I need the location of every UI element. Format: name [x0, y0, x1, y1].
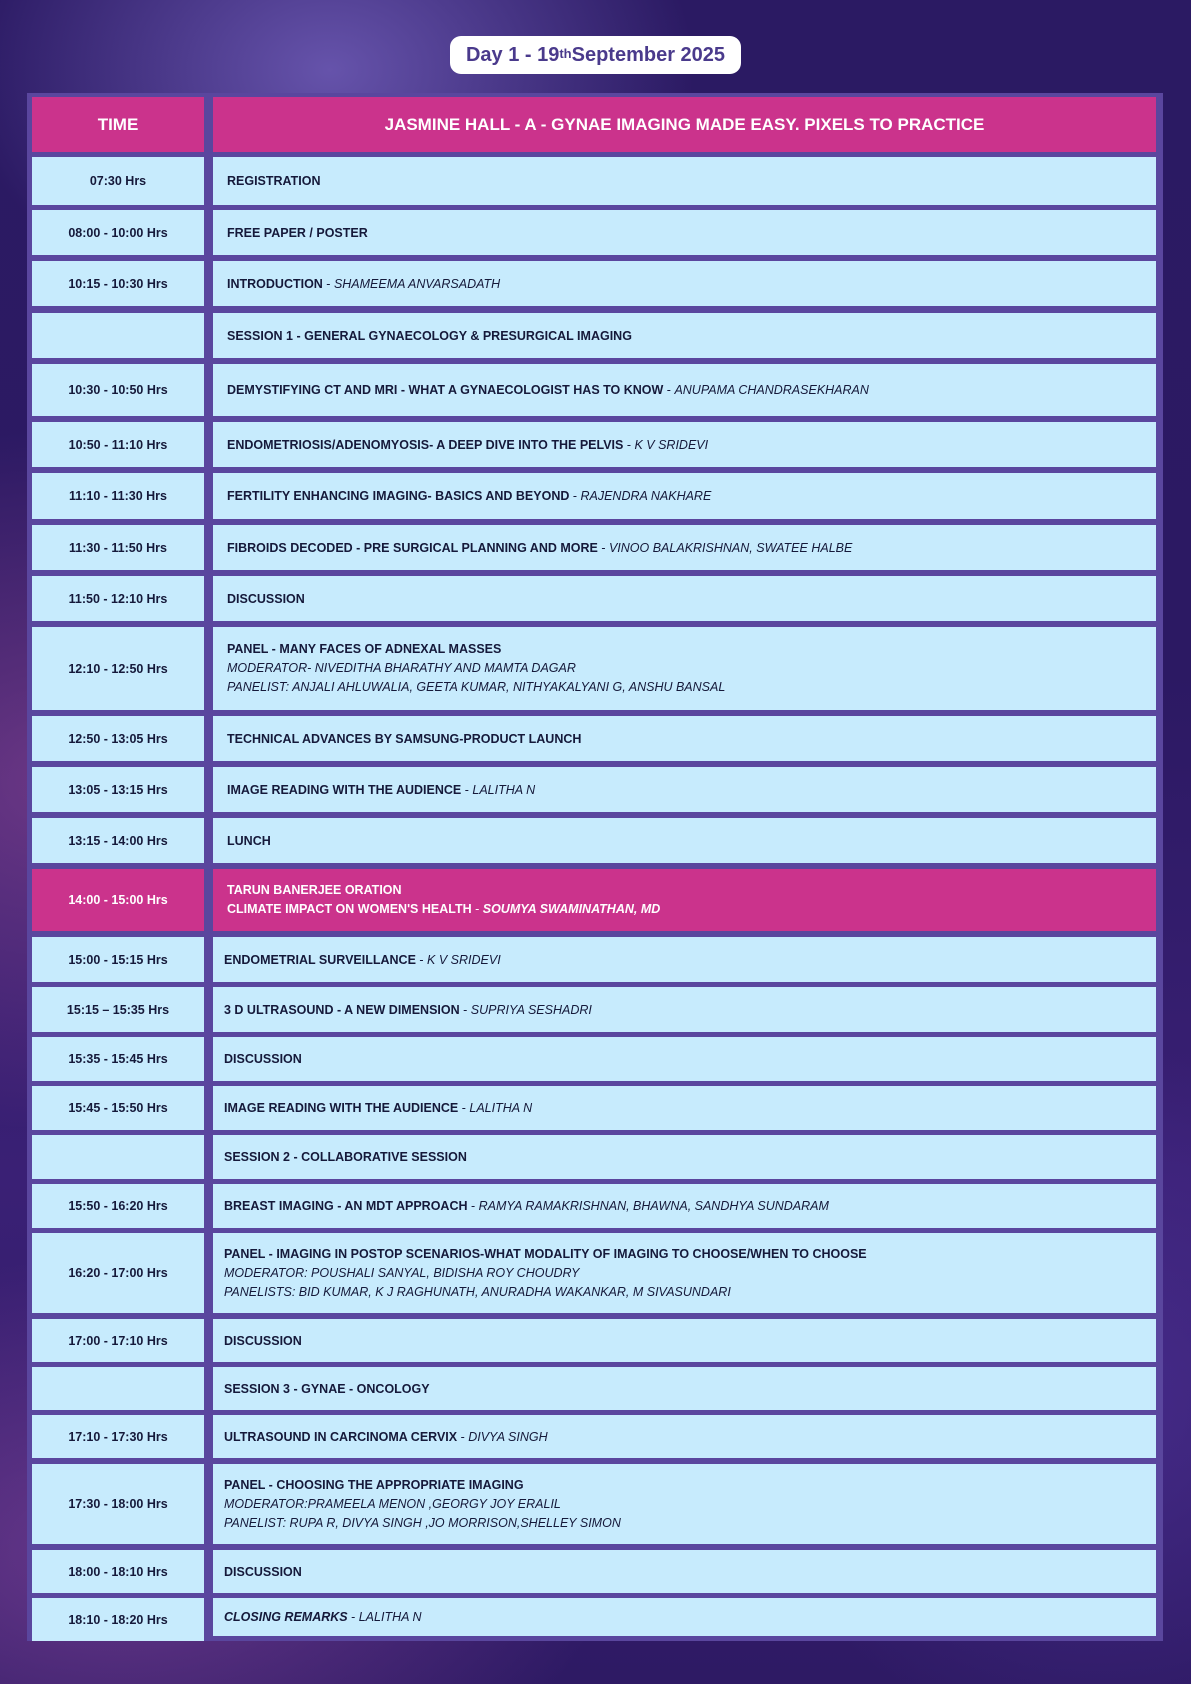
row-subtitle: CLIMATE IMPACT ON WOMEN'S HEALTH [227, 902, 472, 916]
row-title: SESSION 2 - COLLABORATIVE SESSION [224, 1150, 467, 1164]
row-title: CLOSING REMARKS [224, 1610, 348, 1624]
row-time: 18:00 - 18:10 Hrs [32, 1550, 204, 1593]
row-detail [213, 818, 1156, 863]
row-title: TARUN BANERJEE ORATION [227, 883, 402, 897]
row-sep: - [569, 489, 581, 503]
row-speaker: LALITHA N [358, 1610, 422, 1624]
row-title: DISCUSSION [224, 1333, 302, 1348]
row-time [32, 313, 204, 358]
row-speaker: RAJENDRA NAKHARE [580, 489, 712, 503]
row-detail [213, 716, 1156, 761]
row-title: LUNCH [227, 833, 271, 848]
header-time: TIME [32, 97, 204, 152]
row-time: 11:10 - 11:30 Hrs [32, 473, 204, 519]
row-title: 3 D ULTRASOUND - A NEW DIMENSION [224, 1002, 460, 1017]
row-title: PANEL - IMAGING IN POSTOP SCENARIOS-WHAT MODALITY OF IMAGING TO CHOOSE/WHEN TO CHOOSE [224, 1246, 867, 1261]
row-sep: - [347, 1610, 359, 1624]
row-time: 15:45 - 15:50 Hrs [32, 1086, 204, 1130]
row-detail [213, 627, 1156, 710]
row-title: FERTILITY ENHANCING IMAGING- BASICS AND BEYOND [227, 489, 570, 503]
row-sep: - [458, 1101, 470, 1115]
row-detail [213, 210, 1156, 255]
row-speaker: LALITHA N [472, 782, 536, 797]
row-title: IMAGE READING WITH THE AUDIENCE [227, 782, 462, 797]
row-detail [213, 987, 1156, 1032]
row-speaker: SHAMEEMA ANVARSADATH [333, 276, 501, 291]
row-detail [213, 525, 1156, 570]
row-panelist: PANELIST: ANJALI AHLUWALIA, GEETA KUMAR, NITHYAKALYANI G, ANSHU BANSAL [227, 680, 726, 694]
row-time: 15:15 – 15:35 Hrs [32, 987, 204, 1032]
row-sep: - [597, 540, 609, 555]
row-time: 14:00 - 15:00 Hrs [32, 869, 204, 931]
row-time: 18:10 - 18:20 Hrs [32, 1598, 204, 1641]
row-time: 12:10 - 12:50 Hrs [32, 627, 204, 710]
row-sep: - [663, 383, 675, 397]
row-time: 16:20 - 17:00 Hrs [32, 1233, 204, 1313]
row-title: IMAGE READING WITH THE AUDIENCE [224, 1101, 459, 1115]
row-detail [213, 1415, 1156, 1458]
schedule-table [27, 93, 1163, 1641]
row-speaker: VINOO BALAKRISHNAN, SWATEE HALBE [608, 540, 853, 555]
row-speaker: DIVYA SINGH [468, 1429, 548, 1444]
row-time: 17:00 - 17:10 Hrs [32, 1319, 204, 1362]
row-title: DISCUSSION [227, 591, 305, 606]
row-time: 10:15 - 10:30 Hrs [32, 261, 204, 306]
row-detail [213, 1037, 1156, 1081]
row-speaker: K V SRIDEVI [634, 437, 709, 452]
row-detail [213, 576, 1156, 621]
row-time [32, 1367, 204, 1410]
row-detail [213, 1086, 1156, 1130]
row-sep: - [415, 952, 428, 967]
row-detail [213, 364, 1156, 416]
row-sep: - [459, 1002, 471, 1017]
row-detail [213, 1550, 1156, 1593]
row-title: DISCUSSION [224, 1052, 302, 1066]
day-title [450, 36, 741, 74]
row-sep: - [471, 902, 483, 916]
row-title: ENDOMETRIAL SURVEILLANCE [224, 952, 416, 967]
row-title: FREE PAPER / POSTER [227, 225, 368, 240]
row-time: 17:30 - 18:00 Hrs [32, 1464, 204, 1544]
row-title: SESSION 3 - GYNAE - ONCOLOGY [224, 1381, 430, 1396]
row-title: PANEL - MANY FACES OF ADNEXAL MASSES [227, 642, 502, 656]
row-sep: - [461, 782, 473, 797]
row-time: 08:00 - 10:00 Hrs [32, 210, 204, 255]
row-speaker: K V SRIDEVI [427, 952, 501, 967]
row-detail [213, 1319, 1156, 1362]
session-heading [213, 1367, 1156, 1410]
row-title: ENDOMETRIOSIS/ADENOMYOSIS- A DEEP DIVE INTO THE PELVIS [227, 437, 624, 452]
row-title: PANEL - CHOOSING THE APPROPRIATE IMAGING [224, 1477, 524, 1492]
row-title: REGISTRATION [227, 174, 321, 188]
row-detail [213, 422, 1156, 467]
row-time: 11:50 - 12:10 Hrs [32, 576, 204, 621]
row-speaker: RAMYA RAMAKRISHNAN, BHAWNA, SANDHYA SUNDARAM [478, 1199, 829, 1213]
row-time: 13:05 - 13:15 Hrs [32, 767, 204, 812]
row-title: TECHNICAL ADVANCES BY SAMSUNG-PRODUCT LAUNCH [227, 731, 582, 746]
row-speaker: SOUMYA SWAMINATHAN, MD [482, 902, 661, 916]
row-detail [213, 1464, 1156, 1544]
row-detail [213, 1233, 1156, 1313]
row-time: 15:00 - 15:15 Hrs [32, 937, 204, 982]
row-time [32, 1135, 204, 1179]
row-time: 11:30 - 11:50 Hrs [32, 525, 204, 570]
row-sep: - [623, 437, 635, 452]
row-time: 07:30 Hrs [32, 157, 204, 205]
row-time: 10:50 - 11:10 Hrs [32, 422, 204, 467]
row-time: 13:15 - 14:00 Hrs [32, 818, 204, 863]
row-title: FIBROIDS DECODED - PRE SURGICAL PLANNING AND MORE [227, 540, 598, 555]
row-detail [213, 767, 1156, 812]
row-sep: - [467, 1199, 479, 1213]
row-panelist: PANELIST: RUPA R, DIVYA SINGH ,JO MORRISON,SHELLEY SIMON [224, 1515, 621, 1530]
row-time: 12:50 - 13:05 Hrs [32, 716, 204, 761]
row-title: INTRODUCTION [227, 276, 323, 291]
row-detail [213, 937, 1156, 982]
row-title: SESSION 1 - GENERAL GYNAECOLOGY & PRESURGICAL IMAGING [227, 328, 632, 343]
row-time: 15:35 - 15:45 Hrs [32, 1037, 204, 1081]
session-heading [213, 313, 1156, 358]
row-speaker: SUPRIYA SESHADRI [470, 1002, 592, 1017]
row-moderator: MODERATOR- NIVEDITHA BHARATHY AND MAMTA DAGAR [227, 661, 576, 675]
row-moderator: MODERATOR:PRAMEELA MENON ,GEORGY JOY ERALIL [224, 1496, 561, 1511]
row-detail [213, 157, 1156, 205]
row-title: ULTRASOUND IN CARCINOMA CERVIX [224, 1429, 458, 1444]
row-sep: - [457, 1429, 469, 1444]
row-title: DEMYSTIFYING CT AND MRI - WHAT A GYNAECOLOGIST HAS TO KNOW [227, 383, 664, 397]
row-time: 17:10 - 17:30 Hrs [32, 1415, 204, 1458]
row-title: BREAST IMAGING - AN MDT APPROACH [224, 1199, 468, 1213]
session-heading [213, 1135, 1156, 1179]
row-sep: - [322, 276, 334, 291]
row-moderator: MODERATOR: POUSHALI SANYAL, BIDISHA ROY CHOUDRY [224, 1265, 580, 1280]
oration-detail [213, 869, 1156, 931]
day-title-sup: th [559, 45, 572, 61]
day-title-prefix: Day 1 - 19 [465, 43, 560, 66]
row-detail [213, 473, 1156, 519]
row-speaker: ANUPAMA CHANDRASEKHARAN [674, 383, 869, 397]
header-hall: JASMINE HALL - A - GYNAE IMAGING MADE EASY. PIXELS TO PRACTICE [213, 97, 1156, 152]
row-speaker: LALITHA N [469, 1101, 533, 1115]
day-title-suffix: September 2025 [571, 43, 726, 66]
row-title: DISCUSSION [224, 1564, 302, 1579]
row-detail [213, 1598, 1156, 1636]
row-panelist: PANELISTS: BID KUMAR, K J RAGHUNATH, ANURADHA WAKANKAR, M SIVASUNDARI [224, 1284, 731, 1299]
row-detail [213, 261, 1156, 306]
row-time: 10:30 - 10:50 Hrs [32, 364, 204, 416]
row-time: 15:50 - 16:20 Hrs [32, 1184, 204, 1228]
row-detail [213, 1184, 1156, 1228]
